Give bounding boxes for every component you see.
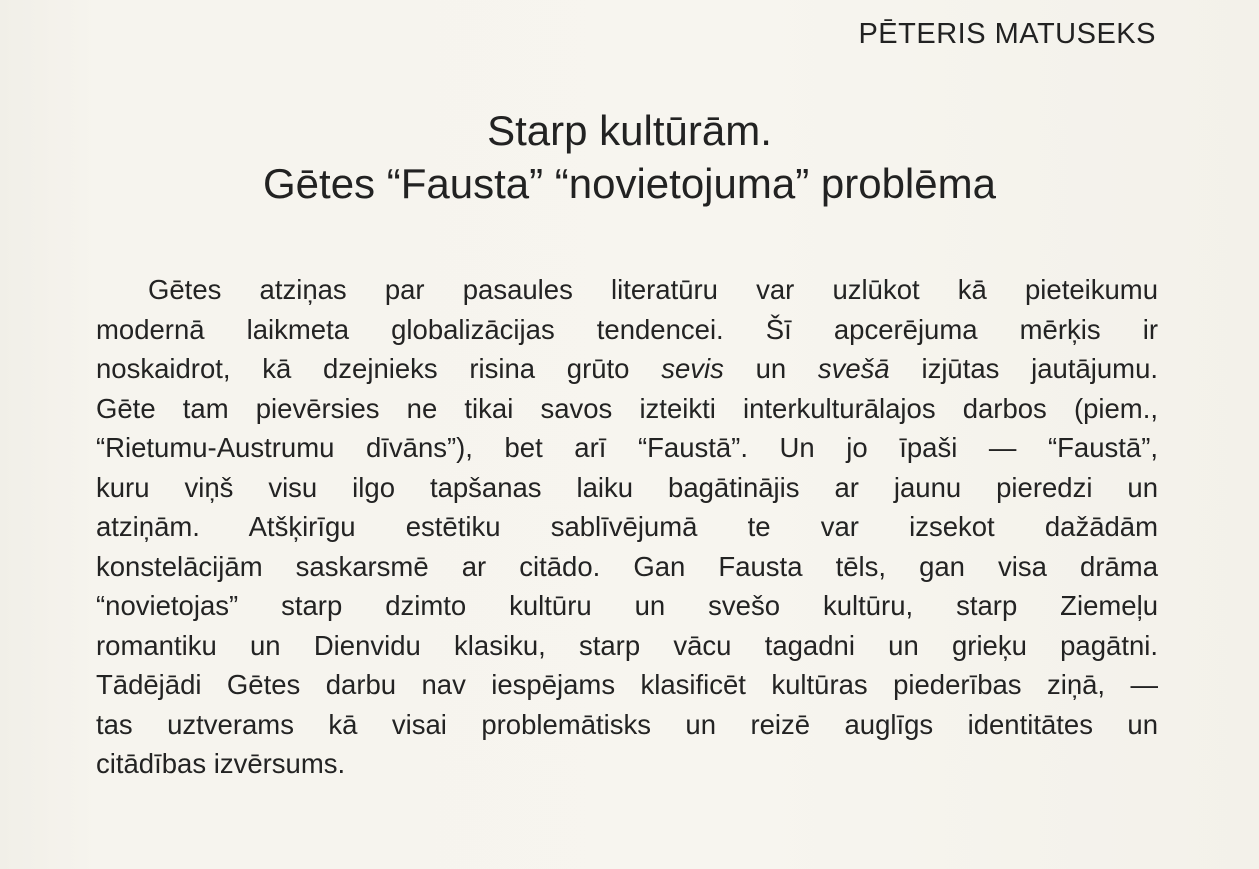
paragraph-line: “Rietumu-Austrumu dīvāns”), bet arī “Faustā”. Un jo īpaši — “Faustā”, [96,432,1158,463]
paragraph-line: atziņām. Atšķirīgu estētiku sablīvējumā te var izsekot dažādām [96,511,1158,542]
paragraph-line: Tādējādi Gētes darbu nav iespējams klasificēt kultūras piederības ziņā, — [96,669,1158,700]
paragraph-line: romantiku un Dienvidu klasiku, starp vācu tagadni un grieķu pagātni. [96,629,1158,661]
paragraph-line [96,349,1158,389]
paragraph-line: modernā laikmeta globalizācijas tendencei. Šī apcerējuma mērķis ir [96,313,1158,345]
article-title [0,104,1259,210]
paragraph-line: Gētes atziņas par pasaules literatūru var uzlūkot kā pieteikumu [148,274,1158,305]
paragraph-line: konstelācijām saskarsmē ar citādo. Gan Fausta tēls, gan visa drāma [96,550,1158,582]
paragraph-line: kuru viņš visu ilgo tapšanas laiku bagātinājis ar jaunu pieredzi un [96,471,1158,503]
paragraph-line: “novietojas” starp dzimto kultūru un svešo kultūru, starp Ziemeļu [96,590,1158,621]
paragraph-line: Gēte tam pievērsies ne tikai savos izteikti interkulturālajos darbos (piem., [96,392,1158,424]
italic-term-svesa: svešā [817,353,890,384]
article-paragraph [96,270,1158,784]
italic-term-sevis: sevis [661,353,724,384]
paragraph-line: tas uztverams kā visai problemātisks un reizē auglīgs identitātes un [96,708,1158,740]
paragraph-line: citādības izvērsums. [96,748,346,779]
line-text: noskaidrot, kā dzejnieks risina grūto [96,353,630,384]
line-text: izjūtas jautājumu. [921,353,1158,384]
line-text: un [755,353,787,384]
title-line-1: Starp kultūrām. [487,107,772,154]
author-name: PĒTERIS MATUSEKS [858,18,1156,50]
title-line-2: Gētes “Fausta” “novietojuma” problēma [263,160,996,207]
